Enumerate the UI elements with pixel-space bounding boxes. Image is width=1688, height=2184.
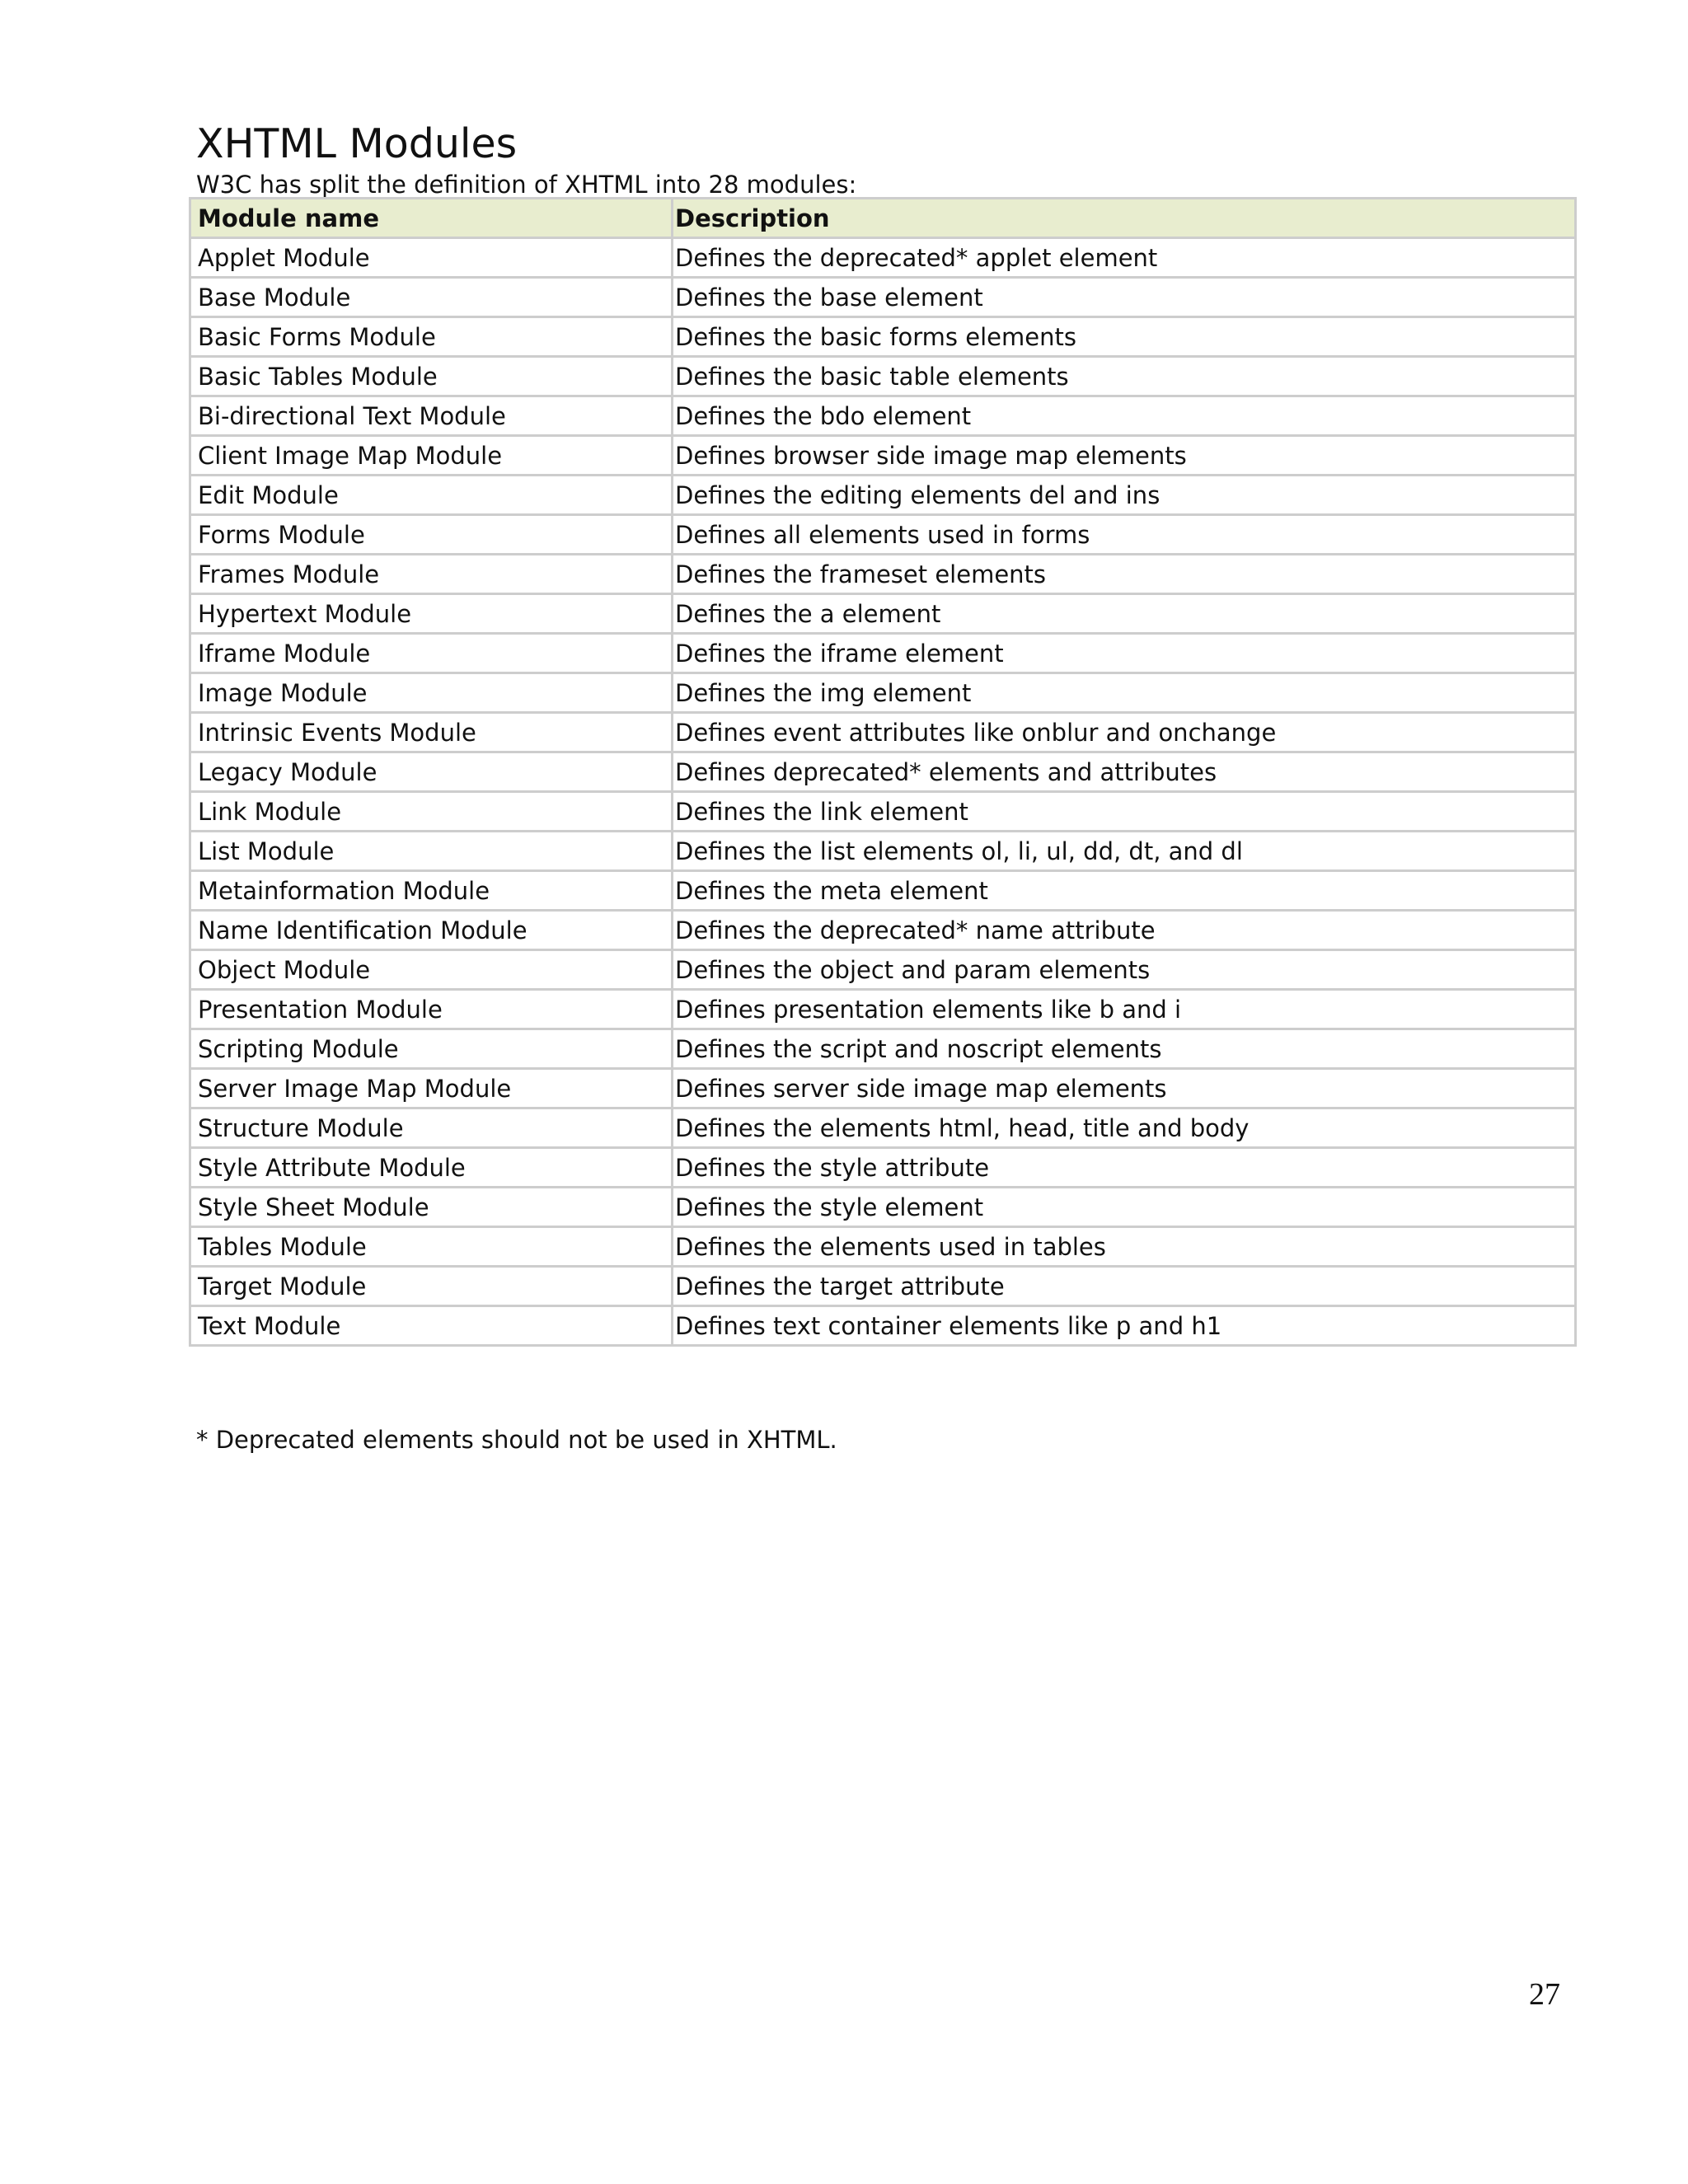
- module-name-cell: Basic Forms Module: [190, 317, 673, 357]
- module-name-cell: Edit Module: [190, 476, 673, 515]
- module-name-cell: Frames Module: [190, 555, 673, 594]
- module-name-cell: Metainformation Module: [190, 871, 673, 911]
- table-row: [190, 436, 1576, 476]
- table-row: [190, 832, 1576, 871]
- module-name-cell: List Module: [190, 832, 673, 871]
- description-cell: Defines the elements html, head, title and body: [673, 1108, 1576, 1148]
- description-cell: Defines the editing elements del and ins: [673, 476, 1576, 515]
- module-name-cell: Scripting Module: [190, 1029, 673, 1069]
- column-header-description: Description: [673, 199, 1576, 238]
- description-cell: Defines the base element: [673, 278, 1576, 317]
- description-cell: Defines the style element: [673, 1188, 1576, 1227]
- module-name-cell: Text Module: [190, 1306, 673, 1346]
- page-title: XHTML Modules: [196, 120, 518, 167]
- module-name-cell: Legacy Module: [190, 752, 673, 792]
- description-cell: Defines the list elements ol, li, ul, dd, dt, and dl: [673, 832, 1576, 871]
- description-cell: Defines server side image map elements: [673, 1069, 1576, 1108]
- table-row: [190, 634, 1576, 673]
- table-row: [190, 950, 1576, 990]
- module-name-cell: Bi-directional Text Module: [190, 396, 673, 436]
- table-row: [190, 752, 1576, 792]
- table-row: [190, 1148, 1576, 1188]
- module-name-cell: Client Image Map Module: [190, 436, 673, 476]
- description-cell: Defines the object and param elements: [673, 950, 1576, 990]
- module-name-cell: Hypertext Module: [190, 594, 673, 634]
- module-name-cell: Forms Module: [190, 515, 673, 555]
- description-cell: Defines the target attribute: [673, 1267, 1576, 1306]
- module-name-cell: Style Attribute Module: [190, 1148, 673, 1188]
- table-row: [190, 911, 1576, 950]
- table-row: [190, 673, 1576, 713]
- table-row: [190, 357, 1576, 396]
- module-name-cell: Iframe Module: [190, 634, 673, 673]
- module-name-cell: Target Module: [190, 1267, 673, 1306]
- description-cell: Defines the frameset elements: [673, 555, 1576, 594]
- column-header-module-name: Module name: [190, 199, 673, 238]
- description-cell: Defines the meta element: [673, 871, 1576, 911]
- description-cell: Defines deprecated* elements and attributes: [673, 752, 1576, 792]
- table-row: [190, 1069, 1576, 1108]
- table-row: [190, 278, 1576, 317]
- table-row: [190, 1188, 1576, 1227]
- description-cell: Defines all elements used in forms: [673, 515, 1576, 555]
- table-row: [190, 238, 1576, 278]
- table-row: [190, 1306, 1576, 1346]
- description-cell: Defines browser side image map elements: [673, 436, 1576, 476]
- module-name-cell: Name Identification Module: [190, 911, 673, 950]
- description-cell: Defines the bdo element: [673, 396, 1576, 436]
- module-name-cell: Intrinsic Events Module: [190, 713, 673, 752]
- table-row: [190, 555, 1576, 594]
- description-cell: Defines the deprecated* applet element: [673, 238, 1576, 278]
- module-name-cell: Image Module: [190, 673, 673, 713]
- description-cell: Defines the a element: [673, 594, 1576, 634]
- table-row: [190, 990, 1576, 1029]
- table-header-row: [190, 199, 1576, 238]
- table-row: [190, 1029, 1576, 1069]
- table-row: [190, 871, 1576, 911]
- intro-text: W3C has split the definition of XHTML into 28 modules:: [196, 171, 857, 199]
- page-number: 27: [1529, 1977, 1560, 2012]
- module-name-cell: Tables Module: [190, 1227, 673, 1267]
- footnote: * Deprecated elements should not be used in XHTML.: [196, 1426, 837, 1454]
- table-row: [190, 1227, 1576, 1267]
- description-cell: Defines presentation elements like b and i: [673, 990, 1576, 1029]
- description-cell: Defines the style attribute: [673, 1148, 1576, 1188]
- description-cell: Defines the basic table elements: [673, 357, 1576, 396]
- table-row: [190, 317, 1576, 357]
- description-cell: Defines the img element: [673, 673, 1576, 713]
- table-row: [190, 1108, 1576, 1148]
- description-cell: Defines text container elements like p and h1: [673, 1306, 1576, 1346]
- table-row: [190, 1267, 1576, 1306]
- module-name-cell: Object Module: [190, 950, 673, 990]
- module-name-cell: Applet Module: [190, 238, 673, 278]
- table-row: [190, 515, 1576, 555]
- table-row: [190, 713, 1576, 752]
- description-cell: Defines the link element: [673, 792, 1576, 832]
- description-cell: Defines the script and noscript elements: [673, 1029, 1576, 1069]
- module-name-cell: Link Module: [190, 792, 673, 832]
- module-name-cell: Structure Module: [190, 1108, 673, 1148]
- description-cell: Defines event attributes like onblur and onchange: [673, 713, 1576, 752]
- table-row: [190, 594, 1576, 634]
- modules-table: [189, 197, 1577, 1347]
- description-cell: Defines the iframe element: [673, 634, 1576, 673]
- description-cell: Defines the elements used in tables: [673, 1227, 1576, 1267]
- module-name-cell: Style Sheet Module: [190, 1188, 673, 1227]
- table-row: [190, 792, 1576, 832]
- module-name-cell: Basic Tables Module: [190, 357, 673, 396]
- table-row: [190, 476, 1576, 515]
- module-name-cell: Presentation Module: [190, 990, 673, 1029]
- description-cell: Defines the deprecated* name attribute: [673, 911, 1576, 950]
- description-cell: Defines the basic forms elements: [673, 317, 1576, 357]
- module-name-cell: Base Module: [190, 278, 673, 317]
- module-name-cell: Server Image Map Module: [190, 1069, 673, 1108]
- table-row: [190, 396, 1576, 436]
- table-body: [190, 238, 1576, 1346]
